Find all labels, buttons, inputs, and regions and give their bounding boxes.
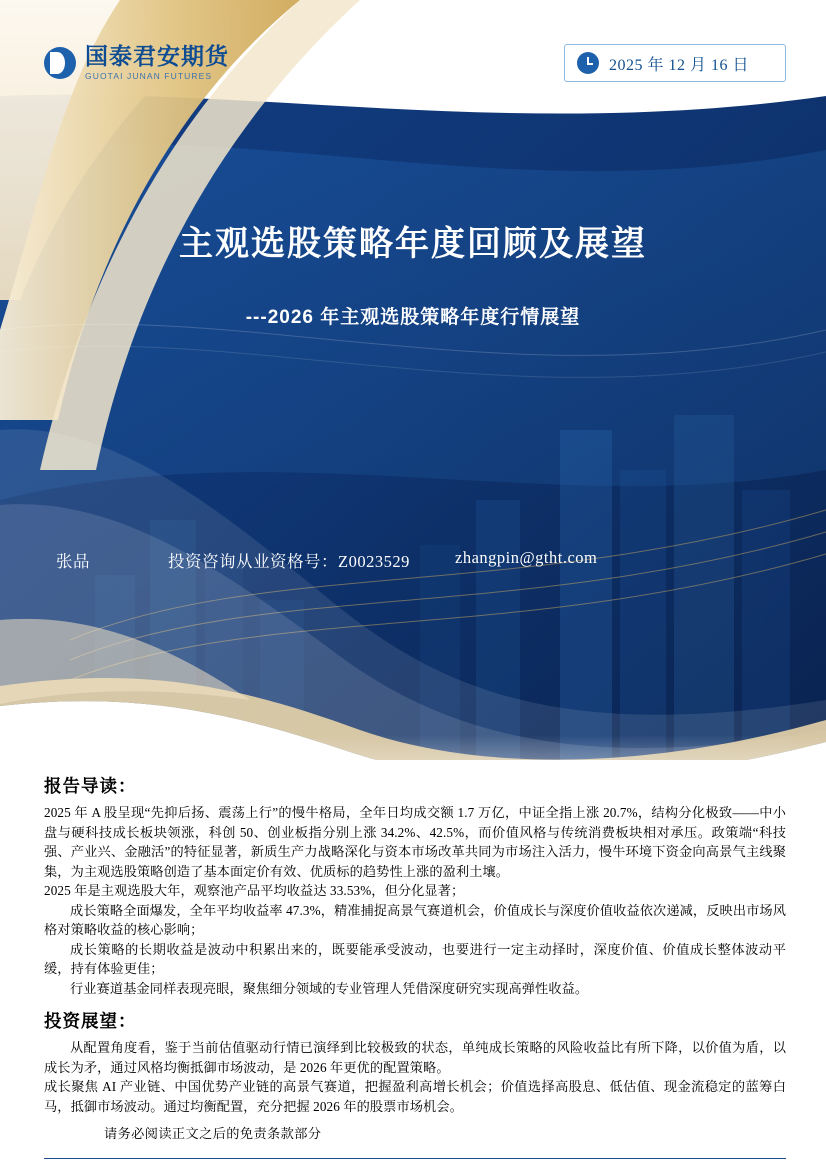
logo-name-cn: 国泰君安期货: [85, 43, 229, 70]
footer-divider: [44, 1158, 786, 1159]
disclaimer-note: 请务必阅读正文之后的免责条款部分: [104, 1126, 322, 1141]
page-subtitle: ---2026 年主观选股策略年度行情展望: [245, 307, 581, 328]
logo-icon: [44, 47, 76, 79]
guide-paragraph: 成长策略全面爆发，全年平均收益率 47.3%，精准捕捉高景气赛道机会，价值成长与深度价值收益依次递减，反映出市场风格对策略收益的核心影响；: [44, 902, 786, 937]
author-block: [0, 548, 826, 574]
author-email: zhangpin@gtht.com: [455, 548, 598, 567]
outlook-paragraph: 成长聚焦 AI 产业链、中国优势产业链的高景气赛道，把握盈利高增长机会；价值选择高股息、低估值、现金流稳定的蓝筹白马，抵御市场波动。通过均衡配置，充分把握 2026 年的股票市场机会。: [44, 1079, 786, 1114]
report-body: [44, 773, 786, 1116]
logo-name-en: GUOTAI JUNAN FUTURES: [85, 71, 213, 82]
guide-paragraph: 成长策略的长期收益是波动中积累出来的，既要能承受波动，也要进行一定主动择时，深度价值、价值成长整体波动平缓，持有体验更佳；: [44, 941, 786, 976]
guide-paragraph: 2025 年是主观选股大年，观察池产品平均收益达 33.53%，但分化显著；: [44, 883, 465, 898]
author-name: 张品: [56, 552, 90, 571]
guide-heading: 报告导读：: [44, 776, 137, 796]
outlook-paragraph: 从配置角度看，鉴于当前估值驱动行情已演绎到比较极致的状态，单纯成长策略的风险收益比有所下降，以价值为盾，以成长为矛，通过风格均衡抵御市场波动，是 2026 年更优的配置策略。: [44, 1040, 786, 1075]
clock-icon: [577, 52, 599, 74]
report-date-badge: [564, 44, 786, 82]
report-date: 2025 年 12 月 16 日: [609, 56, 750, 74]
outlook-heading: 投资展望：: [44, 1011, 137, 1031]
page-title: 主观选股策略年度回顾及展望: [179, 225, 647, 263]
company-logo: [44, 38, 284, 88]
guide-paragraph: 行业赛道基金同样表现亮眼，聚焦细分领域的专业管理人凭借深度研究实现高弹性收益。: [70, 980, 589, 996]
guide-paragraph: 2025 年 A 股呈现“先抑后扬、震荡上行”的慢牛格局，全年日均成交额 1.7 万亿，中证全指上涨 20.7%，结构分化极致——中小盘与硬科技成长板块领涨，科创 50、创业板指分别上涨 34.2%、42.5%，而价值风格与传统消费板块相对承压。政策端“科技强、产业兴、金融活”的特征显著，新质生产力战略深化与资本市场改革共同为市场注入活力，慢牛环境下资金向高景气主线聚集，为主观选股策略创造了基本面定价有效、优质标的趋势性上涨的盈利土壤。: [44, 805, 786, 879]
logo-text: [85, 45, 229, 81]
author-certificate: 投资咨询从业资格号：Z0023529: [168, 552, 410, 571]
